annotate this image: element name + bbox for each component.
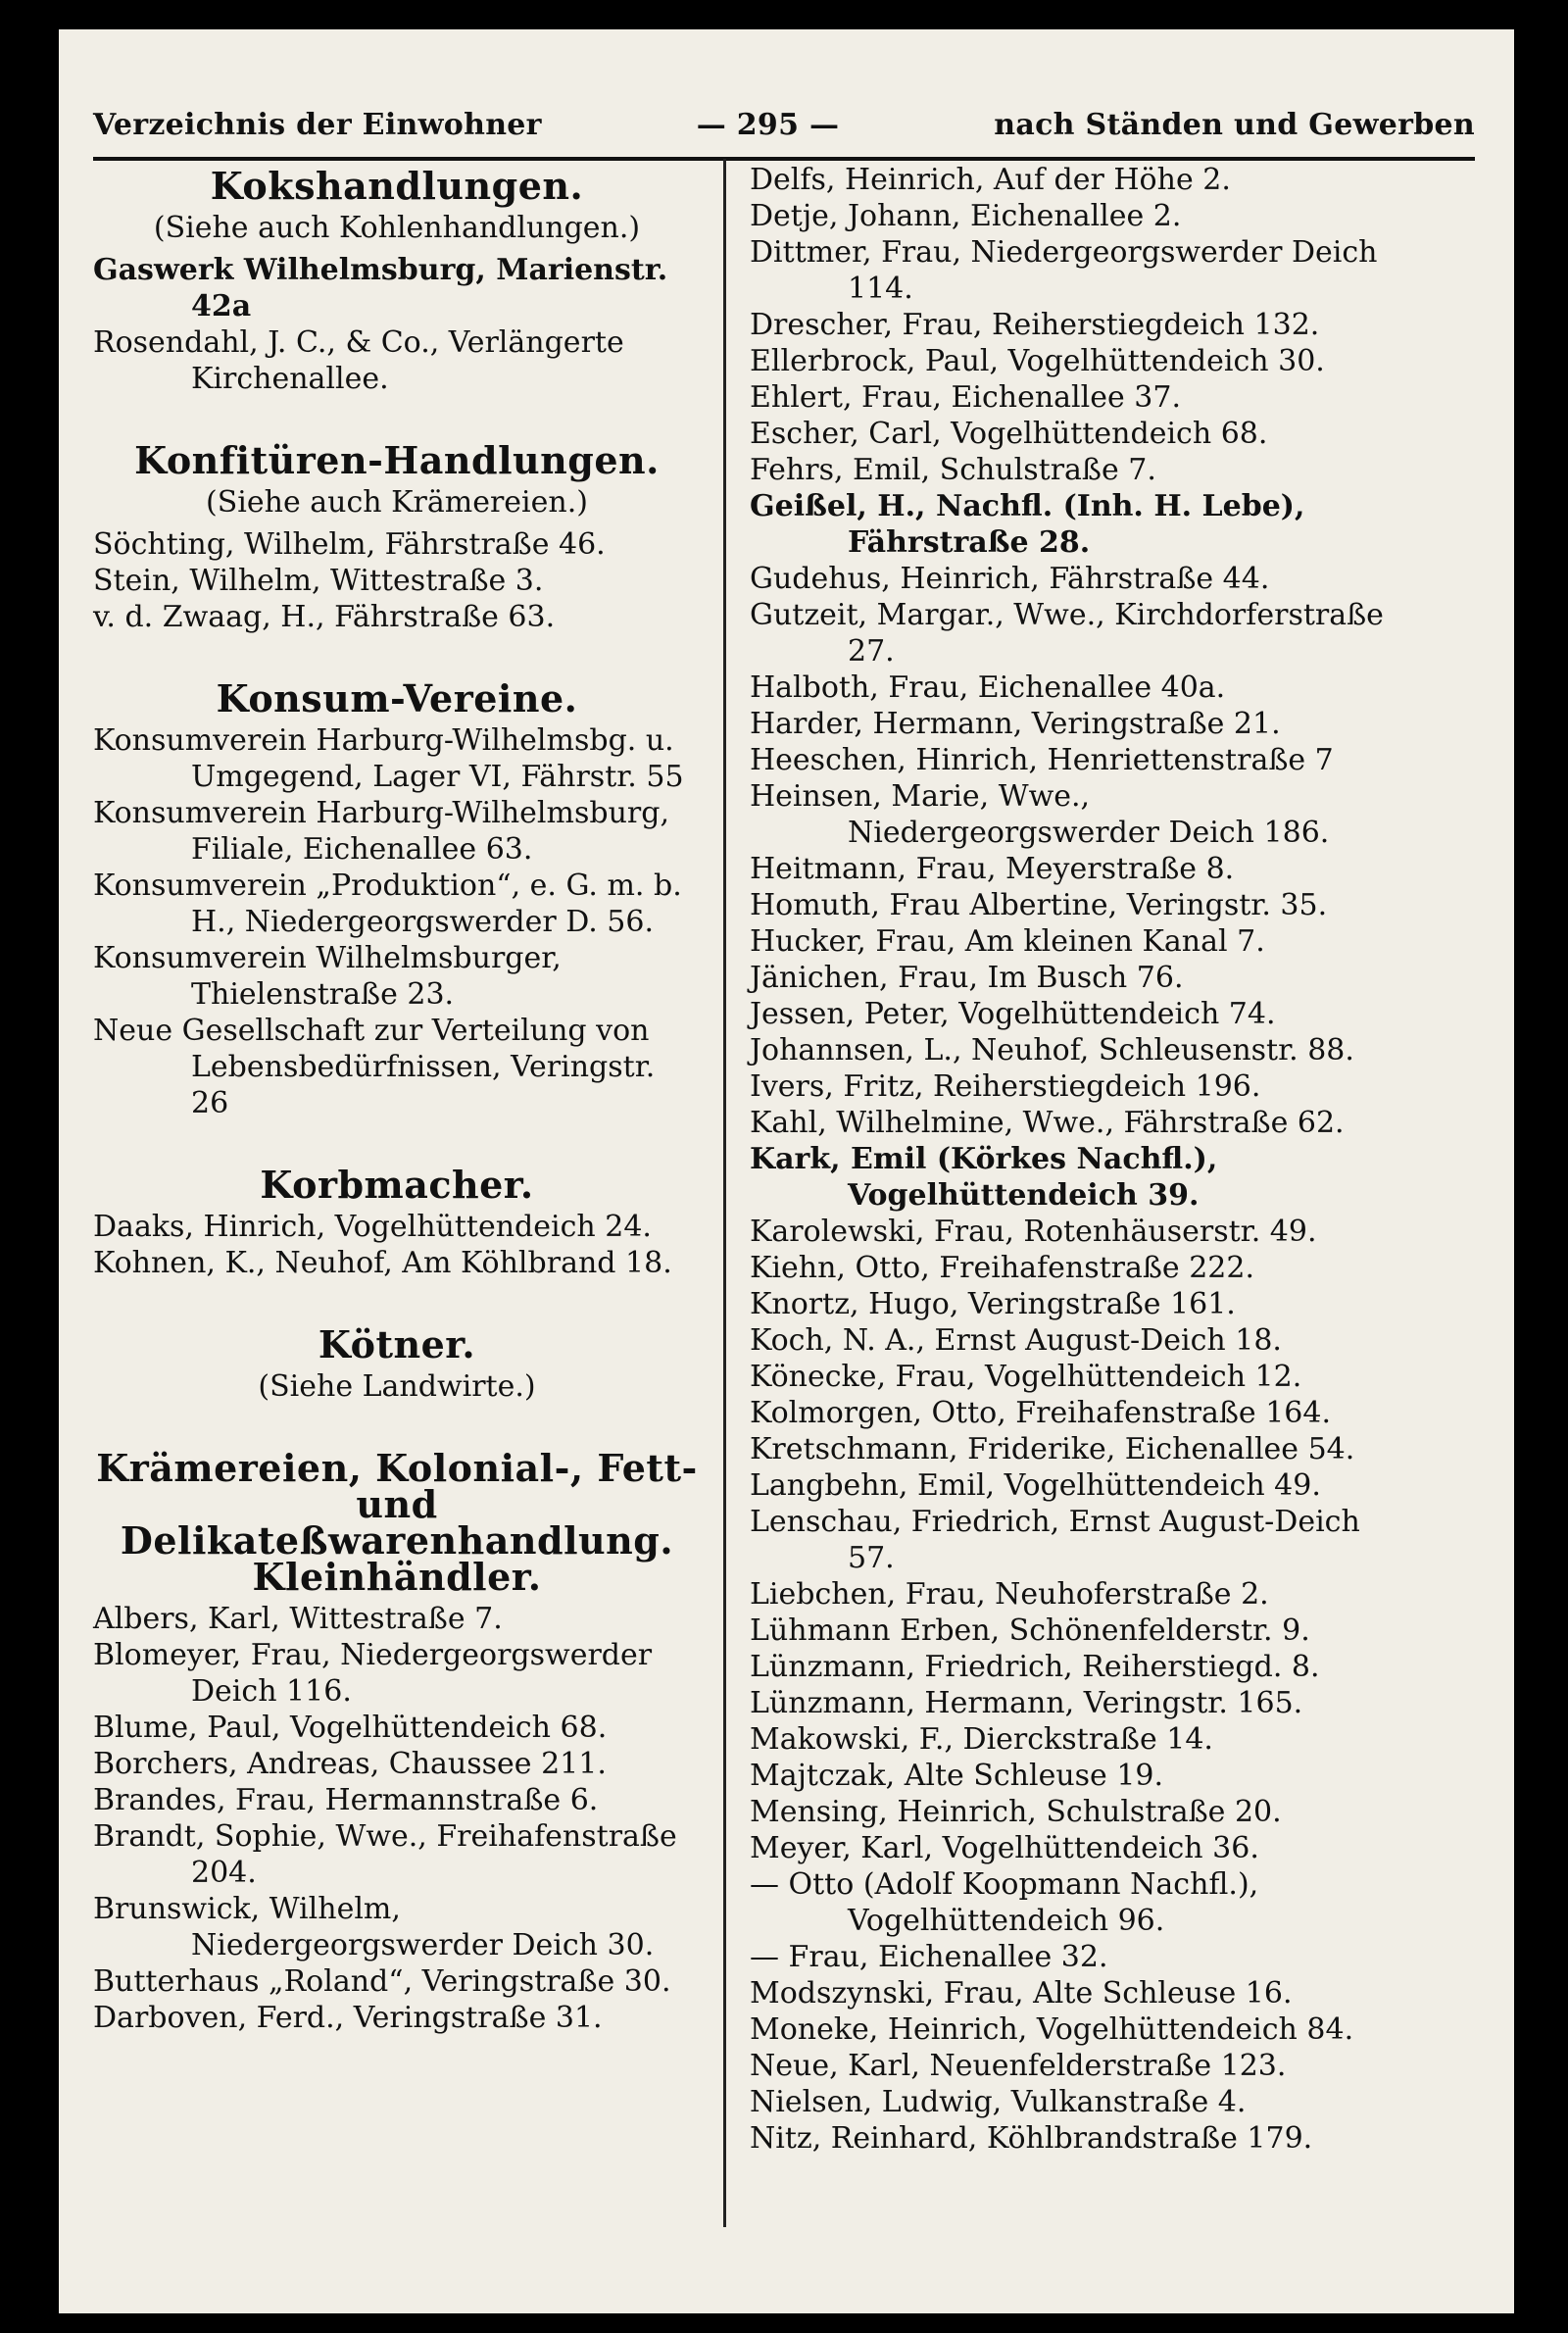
directory-entry: Nielsen, Ludwig, Vulkanstraße 4. [750,2085,1247,2119]
directory-entry: Gutzeit, Margar., Wwe., Kirchdorferstraße 27. [750,598,1384,669]
directory-entry: Brunswick, Wilhelm, Niedergeorgswerder Deich 30. [93,1892,655,1962]
directory-entry: Karolewski, Frau, Rotenhäuserstr. 49. [750,1215,1317,1249]
directory-entry: Konsumverein „Produktion“, e. G. m. b. H., Niedergeorgswerder D. 56. [93,869,682,939]
directory-entry: Gaswerk Wilhelmsburg, Marienstr. 42a [93,253,668,323]
directory-entry: Jessen, Peter, Vogelhüttendeich 74. [750,997,1276,1031]
directory-entry: Heitmann, Frau, Meyerstraße 8. [750,852,1235,886]
directory-entry: Makowski, F., Dierckstraße 14. [750,1722,1213,1757]
directory-entry: Moneke, Heinrich, Vogelhüttendeich 84. [750,2012,1354,2047]
directory-entry: Stein, Wilhelm, Wittestraße 3. [93,564,544,598]
directory-entry: Dittmer, Frau, Niedergeorgswerder Deich 114. [750,235,1378,306]
directory-entry: Lünzmann, Friedrich, Reiherstiegd. 8. [750,1650,1320,1684]
directory-entry: Heeschen, Hinrich, Henriettenstraße 7 [750,743,1334,777]
directory-entry: — Otto (Adolf Koopmann Nachfl.), Vogelhüttendeich 96. [750,1867,1259,1938]
directory-entry: Jänichen, Frau, Im Busch 76. [750,961,1184,995]
column-divider [723,159,726,2227]
directory-entry: Homuth, Frau Albertine, Veringstr. 35. [750,888,1328,922]
page-header [93,108,1475,155]
directory-entry: Lünzmann, Hermann, Veringstr. 165. [750,1686,1303,1720]
directory-entry: Kretschmann, Friderike, Eichenallee 54. [750,1432,1355,1466]
directory-entry: Borchers, Andreas, Chaussee 211. [93,1747,607,1781]
directory-entry: — Frau, Eichenallee 32. [750,1940,1108,1974]
directory-entry: Brandt, Sophie, Wwe., Freihafenstraße 204. [93,1819,677,1890]
left-column [93,162,701,2036]
section-note: (Siehe auch Krämereien.) [206,485,588,520]
directory-entry: Kiehn, Otto, Freihafenstraße 222. [750,1251,1255,1285]
directory-entry: Daaks, Hinrich, Vogelhüttendeich 24. [93,1210,652,1244]
directory-entry: v. d. Zwaag, H., Fährstraße 63. [93,600,556,634]
directory-entry: Koch, N. A., Ernst August-Deich 18. [750,1323,1282,1358]
header-left: Verzeichnis der Einwohner [93,108,542,142]
directory-entry: Konsumverein Harburg-Wilhelmsbg. u. Umgegend, Lager VI, Fährstr. 55 [93,723,684,794]
directory-entry: Butterhaus „Roland“, Veringstraße 30. [93,1964,671,1999]
directory-entry: Mensing, Heinrich, Schulstraße 20. [750,1795,1282,1829]
directory-entry: Fehrs, Emil, Schulstraße 7. [750,453,1156,487]
directory-entry: Rosendahl, J. C., & Co., Verlängerte Kirchenallee. [93,325,624,396]
directory-entry: Könecke, Frau, Vogelhüttendeich 12. [750,1360,1302,1394]
section-title: Krämereien, Kolonial-, Fett- und Delikateßwarenhandlung. Kleinhändler. [96,1446,698,1599]
directory-entry: Langbehn, Emil, Vogelhüttendeich 49. [750,1468,1321,1503]
section-title: Kötner. [318,1322,476,1366]
header-rule [93,157,1475,161]
directory-entry: Brandes, Frau, Hermannstraße 6. [93,1783,599,1817]
directory-entry: Ivers, Fritz, Reiherstiegdeich 196. [750,1069,1261,1104]
section-note: (Siehe auch Kohlenhandlungen.) [153,211,641,245]
directory-entry: Drescher, Frau, Reiherstiegdeich 132. [750,308,1320,342]
directory-entry: Halboth, Frau, Eichenallee 40a. [750,670,1226,705]
directory-entry: Heinsen, Marie, Wwe., Niedergeorgswerder Deich 186. [750,779,1330,850]
directory-entry: Geißel, H., Nachfl. (Inh. H. Lebe), Fährstraße 28. [750,489,1305,560]
directory-entry: Hucker, Frau, Am kleinen Kanal 7. [750,924,1265,959]
directory-entry: Söchting, Wilhelm, Fährstraße 46. [93,527,606,562]
section-title: Kokshandlungen. [210,164,584,208]
directory-entry: Harder, Hermann, Veringstraße 21. [750,707,1281,741]
section-title: Korbmacher. [260,1163,534,1207]
directory-entry: Meyer, Karl, Vogelhüttendeich 36. [750,1831,1259,1865]
directory-entry: Johannsen, L., Neuhof, Schleusenstr. 88. [750,1033,1354,1067]
directory-entry: Konsumverein Harburg-Wilhelmsburg, Filiale, Eichenallee 63. [93,796,669,867]
directory-entry: Blomeyer, Frau, Niedergeorgswerder Deich 116. [93,1638,653,1709]
directory-entry: Delfs, Heinrich, Auf der Höhe 2. [750,163,1231,197]
directory-entry: Modszynski, Frau, Alte Schleuse 16. [750,1976,1293,2010]
directory-entry: Albers, Karl, Wittestraße 7. [93,1602,503,1636]
directory-entry: Escher, Carl, Vogelhüttendeich 68. [750,417,1268,451]
directory-entry: Kohnen, K., Neuhof, Am Köhlbrand 18. [93,1246,672,1280]
directory-entry: Knortz, Hugo, Veringstraße 161. [750,1287,1236,1321]
section-title: Konfitüren-Handlungen. [134,438,660,482]
directory-entry: Liebchen, Frau, Neuhoferstraße 2. [750,1577,1269,1612]
section-title: Konsum-Vereine. [216,676,578,720]
directory-entry: Kolmorgen, Otto, Freihafenstraße 164. [750,1396,1331,1430]
directory-entry: Ellerbrock, Paul, Vogelhüttendeich 30. [750,344,1325,378]
directory-entry: Lenschau, Friedrich, Ernst August-Deich 57. [750,1505,1360,1575]
directory-entry: Detje, Johann, Eichenallee 2. [750,199,1182,233]
directory-entry: Neue, Karl, Neuenfelderstraße 123. [750,2049,1287,2083]
page-number: — 295 — [696,108,840,142]
directory-entry: Blume, Paul, Vogelhüttendeich 68. [93,1711,608,1745]
directory-entry: Konsumverein Wilhelmsburger, Thielenstraße 23. [93,941,562,1012]
directory-entry: Nitz, Reinhard, Köhlbrandstraße 179. [750,2121,1313,2156]
section-note: (Siehe Landwirte.) [258,1369,536,1404]
directory-entry: Majtczak, Alte Schleuse 19. [750,1759,1164,1793]
directory-entry: Gudehus, Heinrich, Fährstraße 44. [750,562,1270,596]
directory-entry: Kahl, Wilhelmine, Wwe., Fährstraße 62. [750,1106,1345,1140]
directory-entry: Darboven, Ferd., Veringstraße 31. [93,2001,603,2035]
directory-entry: Kark, Emil (Körkes Nachfl.), Vogelhüttendeich 39. [750,1142,1218,1213]
directory-entry: Neue Gesellschaft zur Verteilung von Lebensbedürfnissen, Veringstr. 26 [93,1014,656,1120]
right-column [750,162,1401,2157]
directory-entry: Ehlert, Frau, Eichenallee 37. [750,380,1181,415]
header-right: nach Ständen und Gewerben [994,108,1475,142]
directory-entry: Lühmann Erben, Schönenfelderstr. 9. [750,1613,1310,1648]
